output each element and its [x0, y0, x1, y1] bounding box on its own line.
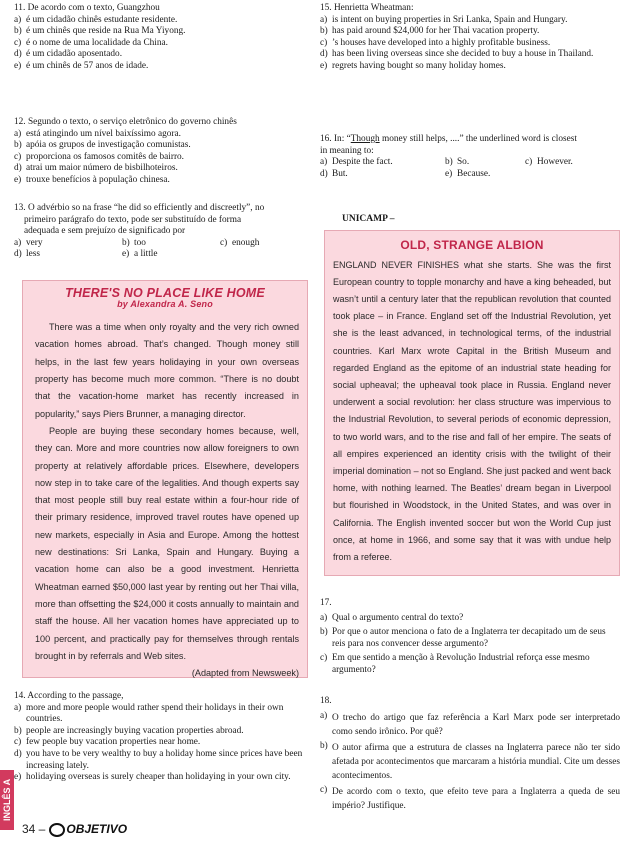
question-15 — [320, 3, 620, 73]
question-15-head: 15. Henrietta Wheatman: — [320, 3, 414, 13]
q14-d-text: you have to be very wealthy to buy a holiday home since prices have been increasing lately. — [26, 748, 303, 771]
q15-e-text: regrets having bought so many holiday homes. — [332, 60, 506, 71]
article-author: by Alexandra A. Seno — [117, 298, 213, 309]
q14-c-key: c) — [14, 737, 22, 748]
q13-b-text: too — [134, 237, 146, 248]
q14-a-key: a) — [14, 702, 22, 713]
q15-b-text: has paid around $24,000 for her Thai vacation property. — [332, 26, 540, 37]
q16-d-text: But. — [332, 168, 348, 179]
section-label: UNICAMP – — [342, 214, 395, 224]
q13-b-key: b) — [122, 237, 130, 248]
q14-d-key: d) — [14, 748, 22, 759]
page-footer — [22, 822, 127, 837]
page-number: 34 – — [22, 822, 46, 837]
q16-head-pre: 16. In: “ — [320, 134, 351, 144]
q17-a-key: a) — [320, 612, 328, 623]
q12-a-text: está atingindo um nível baixíssimo agora. — [26, 128, 181, 139]
q13-d-text: less — [26, 249, 40, 260]
q13-e-key: e) — [122, 249, 130, 260]
q18-a-text: O trecho do artigo que faz referência a Karl Marx pode ser interpretado como sendo irônico. Por quê? — [332, 712, 620, 737]
q15-d-text: has been living overseas since she decided to buy a house in Thailand. — [332, 49, 594, 60]
question-11-head: 11. De acordo com o texto, Guangzhou — [14, 3, 160, 13]
q16-e-text: Because. — [457, 168, 491, 179]
objetivo-logo — [49, 822, 127, 837]
q15-b-key: b) — [320, 26, 328, 37]
q16-c-key: c) — [525, 157, 533, 168]
q16-head-post: money still helps, ....” the underlined word is closest — [379, 134, 577, 144]
q12-a-key: a) — [14, 128, 22, 139]
q14-e-key: e) — [14, 772, 22, 783]
q11-a-text: é um cidadão chinês estudante residente. — [26, 14, 178, 25]
article-box-home — [22, 280, 308, 678]
q13-a-key: a) — [14, 237, 22, 248]
q16-b-key: b) — [445, 157, 453, 168]
q17-a-text: Qual o argumento central do texto? — [332, 612, 464, 623]
question-12 — [14, 117, 308, 187]
q14-e-text: holidaying overseas is surely cheaper than holidaying in your own city. — [26, 772, 291, 783]
subject-side-tab: INGLÊS A — [0, 770, 14, 830]
q12-e-key: e) — [14, 174, 22, 185]
question-12-head: 12. Segundo o texto, o serviço eletrônico do governo chinês — [14, 117, 237, 127]
q16-e-key: e) — [445, 168, 453, 179]
question-14 — [14, 691, 308, 784]
q14-a-text: more and more people would rather spend their holidays in their own countries. — [26, 702, 284, 725]
q14-b-key: b) — [14, 725, 22, 736]
q11-e-text: é um chinês de 57 anos de idade. — [26, 60, 149, 71]
question-13-head-line3: adequada e sem prejuízo de significado por — [24, 226, 186, 237]
q15-d-key: d) — [320, 49, 328, 60]
albion-title: OLD, STRANGE ALBION — [400, 238, 544, 252]
q12-e-text: trouxe benefícios à população chinesa. — [26, 174, 170, 185]
logo-text: OBJETIVO — [66, 822, 128, 836]
q11-c-text: é o nome de uma localidade da China. — [26, 37, 168, 48]
question-13 — [14, 203, 308, 261]
q15-a-text: is intent on buying properties in Sri Lanka, Spain and Hungary. — [332, 14, 568, 25]
q18-a-key: a) — [320, 710, 328, 721]
q18-b-text: O autor afirma que a estrutura de classes na Inglaterra parece não ter sido afetada por acontecimentos que marcaram a história mundial. Cite um desses acontecimentos. — [332, 742, 620, 781]
q11-b-text: é um chinês que reside na Rua Ma Yiyong. — [26, 26, 186, 37]
logo-ring-icon — [49, 823, 65, 837]
q12-b-key: b) — [14, 140, 22, 151]
q17-c-key: c) — [320, 653, 328, 664]
q12-d-text: atrai um maior número de bisbilhoteiros. — [26, 163, 178, 174]
q16-a-key: a) — [320, 157, 328, 168]
question-18-head: 18. — [320, 696, 332, 706]
q11-e-key: e) — [14, 60, 22, 71]
question-17-head: 17. — [320, 598, 332, 608]
q13-d-key: d) — [14, 249, 22, 260]
article-source: (Adapted from Newsweek) — [191, 668, 299, 679]
q16-a-text: Despite the fact. — [332, 157, 393, 168]
q12-d-key: d) — [14, 163, 22, 174]
article-box-albion — [324, 230, 620, 576]
q14-c-text: few people buy vacation properties near home. — [26, 737, 201, 748]
q13-e-text: a little — [134, 249, 158, 260]
article-title: THERE'S NO PLACE LIKE HOME — [65, 286, 265, 300]
q16-underlined-word: Though — [350, 134, 380, 144]
q15-e-key: e) — [320, 60, 328, 71]
question-13-head: 13. O advérbio so na frase “he did so efficiently and discreetly”, no — [14, 203, 265, 213]
q15-c-key: c) — [320, 37, 328, 48]
q12-c-text: proporciona os famosos comitês de bairro. — [26, 151, 185, 162]
q17-c-text: Em que sentido a menção à Revolução Industrial reforça esse mesmo argumento? — [332, 653, 590, 675]
q15-c-text: ’s houses have developed into a highly profitable business. — [332, 37, 551, 48]
q17-b-text: Por que o autor menciona o fato de a Inglaterra ter decapitado um de seus reis para nos convencer desse argumento? — [332, 627, 606, 649]
q11-c-key: c) — [14, 37, 22, 48]
q12-c-key: c) — [14, 151, 22, 162]
question-13-head-line2: primeiro parágrafo do texto, pode ser substituído de forma — [24, 214, 242, 225]
q17-b-key: b) — [320, 627, 328, 638]
article-paragraph-2: People are buying these secondary homes because, well, they can. More and more countries now allow foreigners to own property at relatively affordable prices. Elsewhere, developers now step in to take care of the legalities. And though experts say that most people still buy real estate within a four-hour ride of their primary residence, improved travel routes have opened up new markets, especially in Asia and Europe. Among the hottest new destinations: Sri Lanka, Spain and Hungary. Buying a vacation home can also be a good investment. Henrietta Wheatman earned $50,000 last year by renting out her Thai villa, more than offsetting the $24,000 it costs annually to maintain and staff the house. All her vacation homes have appreciated up to 100 percent, and practically pay for themselves through rentals brought in by referrals and Web sites. — [35, 425, 299, 661]
q11-a-key: a) — [14, 14, 22, 25]
albion-body: ENGLAND NEVER FINISHES what she starts. She was the first European country to topple monarchy and have a king beheaded, but wasn’t until a century later that the republican revolution that counted took place – in France. England set off the Industrial Revolution, yet she is the least advanced, in technological terms, of the industrial countries. Karl Marx wrote Capital in the British Museum and regarded England as the epitome of an industrial state heading for social upheaval; the upheaval took place in Russia. England never underwent a social revolution: her class structure was impervious to the Industrial Revolution, to several periods of economic depression, to two world wars, and to the rise and fall of her empire. The seats of all empires experienced an identity crisis with the twilight of their imperial domination – not so England. She just packed and went back home, with nothing learned. The Beatles’ dream began in Liverpool but flourished in Woodstock, in the United States, and was over in California. The English invented soccer but won the World Cup just once, at home in 1966, and some say that it was with undue help from a referee. — [333, 259, 611, 563]
q15-a-key: a) — [320, 14, 328, 25]
question-14-head: 14. According to the passage, — [14, 691, 124, 701]
q14-b-text: people are increasingly buying vacation properties abroad. — [26, 725, 244, 736]
q18-b-key: b) — [320, 740, 328, 751]
question-16-head-line2: in meaning to: — [320, 145, 374, 156]
q11-d-text: é um cidadão aposentado. — [26, 49, 123, 60]
q16-c-text: However. — [537, 157, 573, 168]
q13-a-text: very — [26, 237, 43, 248]
question-18 — [320, 696, 620, 813]
q11-b-key: b) — [14, 26, 22, 37]
q12-b-text: apóia os grupos de investigação comunistas. — [26, 140, 191, 151]
q18-c-text: De acordo com o texto, que efeito teve para a Inglaterra a queda de seu império? Justifique. — [332, 786, 620, 811]
q16-d-key: d) — [320, 168, 328, 179]
q11-d-key: d) — [14, 49, 22, 60]
question-17 — [320, 598, 620, 677]
question-16-head — [320, 134, 620, 146]
article-paragraph-1: There was a time when only royalty and the very rich owned vacation homes abroad. That’s changed. Though money still helps, in the last few years holidaying in your own overseas property has become much more common. “There is no doubt that the vacation-home market has recently increased in popularity,” says Piers Brunner, a managing director. — [35, 322, 299, 419]
q13-c-text: enough — [232, 237, 260, 248]
q13-c-key: c) — [220, 237, 228, 248]
q16-b-text: So. — [457, 157, 470, 168]
article-body — [23, 310, 307, 682]
question-16 — [320, 134, 620, 180]
question-11 — [14, 3, 308, 73]
q18-c-key: c) — [320, 784, 328, 795]
